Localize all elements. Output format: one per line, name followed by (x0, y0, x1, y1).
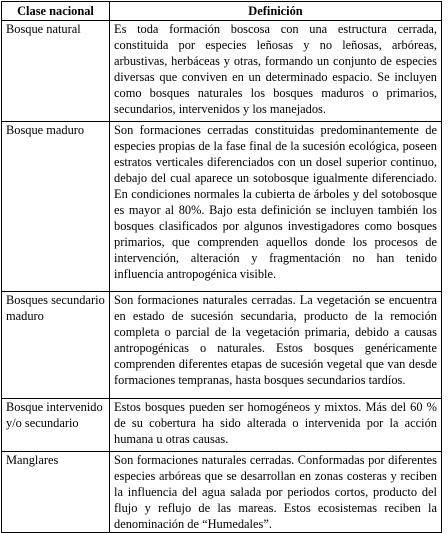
table-row (2, 399, 442, 452)
term-cell: Bosque maduro (2, 122, 110, 292)
table-row (2, 21, 442, 122)
table-row (2, 452, 442, 533)
definition-cell: Son formaciones naturales cerradas. Conformadas por diferentes especies arbóreas que se desarrollan en zonas costeras y reciben la influencia del agua salada por periodos cortos, producto del flujo y reflujo de las mareas. Estos ecosistemas reciben la denominación de “Humedales”. (110, 452, 442, 533)
table-row (2, 122, 442, 292)
definition-cell: Estos bosques pueden ser homogéneos y mixtos. Más del 60 % de su cobertura ha sido alterada o intervenida por la acción humana u otras causas. (110, 399, 442, 452)
table-row (2, 292, 442, 399)
term-cell: Manglares (2, 452, 110, 533)
header-clase-nacional: Clase nacional (2, 2, 110, 21)
term-cell: Bosque intervenido y/o secundario (2, 399, 110, 452)
term-cell: Bosque natural (2, 21, 110, 122)
header-row (2, 2, 442, 21)
definition-cell: Son formaciones cerradas constituidas predominantemente de especies propias de la fase final de la sucesión ecológica, poseen estratos verticales diferenciados con un dosel superior continuo, debajo del cual aparece un sotobosque igualmente diferenciado. En condiciones normales la cubierta de árboles y del sotobosque es mayor al 80%. Bajo esta definición se incluyen también los bosques clasificados por algunos investigadores como bosques primarios, que comprenden aquellos donde los procesos de intervención, alteración y fragmentación no han tenido influencia antropogénica visible. (110, 122, 442, 292)
term-cell: Bosques secundario maduro (2, 292, 110, 399)
header-definicion: Definición (110, 2, 442, 21)
definitions-table (1, 1, 442, 533)
definition-cell: Es toda formación boscosa con una estructura cerrada, constituida por especies leñosas y no leñosas, arbóreas, arbustivas, herbáceas y otras, formando un conjunto de especies diversas que conviven en un determinado espacio. Se incluyen como bosques naturales los bosques maduros o primarios, secundarios, intervenidos y los manejados. (110, 21, 442, 122)
definition-cell: Son formaciones naturales cerradas. La vegetación se encuentra en estado de sucesión secundaria, producto de la remoción completa o parcial de la vegetación primaria, debido a causas antropogénicas o naturales. Estos bosques genéricamente comprenden diferentes etapas de sucesión vegetal que van desde formaciones tempranas, hasta bosques secundarios tardíos. (110, 292, 442, 399)
